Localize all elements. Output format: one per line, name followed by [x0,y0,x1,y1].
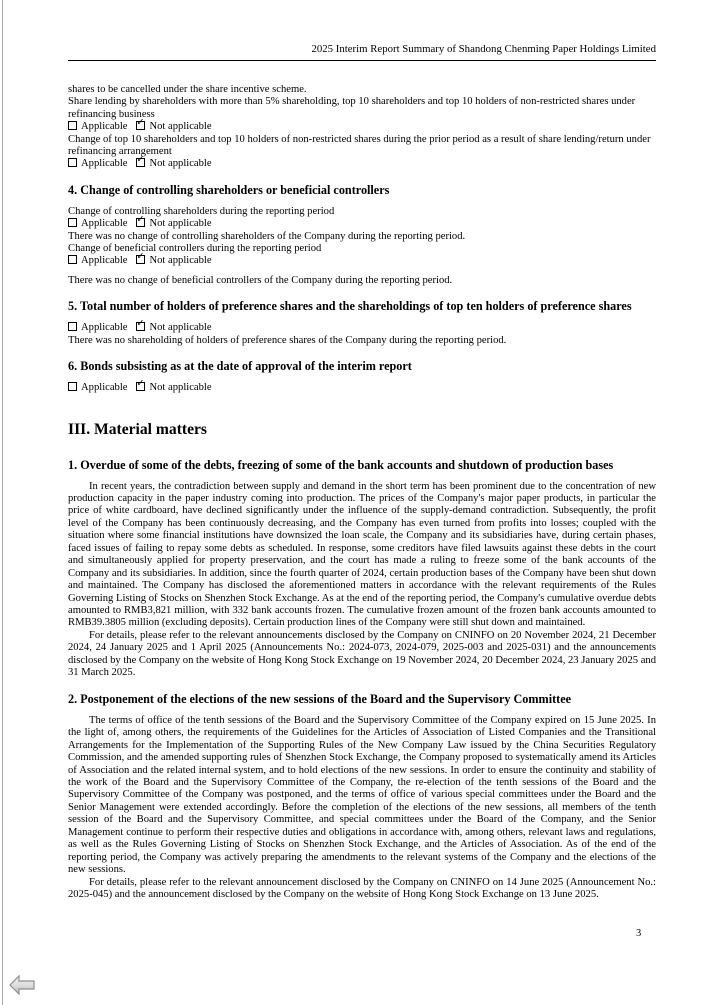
page-header [68,43,656,61]
not-applicable-label: Not applicable [149,121,212,133]
checkbox-checked-icon [136,378,145,391]
checkbox-unchecked-icon [68,218,77,227]
no-change-controlling-line: There was no change of controlling shareholders of the Company during the reporting period. [68,230,466,242]
page-number: 3 [636,928,642,939]
checkbox-checked-icon [136,251,145,264]
material-item2-paragraph2: For details, please refer to the relevant announcement disclosed by the Company on CNINFO on 14 June 2025 (Announcement No.: 2025-045) and the announcement disclosed by the Company on the website of Hong Kong Stock Exchange on 13 June 2025. [68,876,656,901]
checkbox-checked-icon [136,318,145,331]
not-applicable-label: Not applicable [149,322,212,334]
checkbox-unchecked-icon [68,121,77,130]
applicable-label: Applicable [81,255,128,267]
applicable-label: Applicable [81,218,128,230]
checkbox-checked-icon [136,117,145,130]
share-incentive-line: shares to be cancelled under the share incentive scheme. [68,84,307,95]
checkbox-checked-icon [136,154,145,167]
not-applicable-label: Not applicable [149,255,212,267]
beneficial-controllers-line: Change of beneficial controllers during the reporting period [68,243,322,255]
applicability-line [68,117,656,133]
applicable-label: Applicable [81,382,128,394]
checkbox-unchecked-icon [68,382,77,391]
check-icon: ✓ [136,318,145,330]
material-item1-paragraph1: In recent years, the contradiction between supply and demand in the short term has been prominent due to the concentration of new production capacity in the paper industry coming into production. The prices of the Company's major paper products, in particular the price of white cardboard, have declined significantly under the influence of the supply-demand contradiction. Subsequently, the profit level of the Company has been continuously decreasing, and the Company has even turned from profits into losses; coupled with the situation where some financial institutions have downsized the loan scale, the Company and its subsidiaries have, during certain phases, faced issues of failing to repay some debts as scheduled. In response, some creditors have filed lawsuits against these debts in the court and simultaneously applied for property preservation, and the court has made a ruling to freeze some of the bank accounts of the Company and its subsidiaries. In addition, since the fourth quarter of 2024, certain production bases of the Company have been shut down and maintained. The Company has disclosed the aforementioned matters in accordance with the relevant requirements of the Rules Governing Listing of Stocks on Shenzhen Stock Exchange. As at the end of the reporting period, the Company's cumulative overdue debts amounted to RMB3,821 million, with 332 bank accounts frozen. The cumulative frozen amount of the frozen bank accounts amounted to RMB39.3805 million (excluding deposits). Certain production lines of the Company were still shut down and maintained. [68,480,656,629]
applicability-line [68,214,656,230]
back-arrow-icon[interactable] [8,972,36,998]
not-applicable-label: Not applicable [149,218,212,230]
check-icon: ✓ [136,117,145,129]
check-icon: ✓ [136,378,145,390]
material-item1-paragraph2: For details, please refer to the relevant announcements disclosed by the Company on CNINFO on 20 November 2024, 21 December 2024, 24 January 2025 and 1 April 2025 (Announcements No.: 2024-073, 2024-079, 2025-003 and 2025-031) and the announcements disclosed by the Company on the website of Hong Kong Stock Exchange on 19 November 2024, 20 December 2024, 23 January 2025 and 31 March 2025. [68,629,656,679]
applicability-line [68,378,656,394]
material-item1-heading: 1. Overdue of some of the debts, freezing of some of the bank accounts and shutdown of production bases [68,457,614,472]
checkbox-unchecked-icon [68,255,77,264]
section5-heading: 5. Total number of holders of preference shares and the shareholdings of top ten holders of preference shares [68,299,632,314]
document-content [68,84,656,902]
check-icon: ✓ [136,154,145,166]
top10-change-line: Change of top 10 shareholders and top 10 holders of non-restricted shares during the prior period as a result of share lending/return under refinancing arrangement [68,133,651,158]
not-applicable-label: Not applicable [149,382,212,394]
check-icon: ✓ [136,214,145,226]
checkbox-unchecked-icon [68,158,77,167]
material-item2-heading: 2. Postponement of the elections of the new sessions of the Board and the Supervisory Committee [68,691,572,706]
section4-heading: 4. Change of controlling shareholders or beneficial controllers [68,182,390,197]
material-item2-paragraph1: The terms of office of the tenth sessions of the Board and the Supervisory Committee of the Company expired on 15 June 2025. In the light of, among others, the requirements of the Guidelines for the Articles of Association of Listed Companies and the Transitional Arrangements for the Implementation of the Supporting Rules of the New Company Law issued by the China Securities Regulatory Commission, and the amended supporting rules of Shenzhen Stock Exchange, the Company proposed to systematically amend its Articles of Association and the related internal system, and to hold elections of the new sessions. In order to ensure the continuity and stability of the work of the Board and the Supervisory Committee of the Company, the re-election of the tenth sessions of the Board and the Supervisory Committee of the Company was postponed, and the terms of office of various special committees under the Board and the Senior Management were extended accordingly. Before the completion of the elections of the new sessions, all members of the tenth session of the Board and the Supervisory Committee, and special committees under the Board of the Company, and the Senior Management continue to perform their respective duties and obligations in accordance with, among others, relevant laws and regulations, as well as the Rules Governing Listing of Stocks on Shenzhen Stock Exchange, and the Articles of Association. As of the end of the reporting period, the Company was actively preparing the amendments to the relevant systems of the Company and the elections of the new sessions. [68,714,656,876]
applicable-label: Applicable [81,158,128,170]
no-preference-shareholding-line: There was no shareholding of holders of preference shares of the Company during the reporting period. [68,334,507,346]
no-change-beneficial-line: There was no change of beneficial controllers of the Company during the reporting period. [68,274,453,286]
page-header-title: 2025 Interim Report Summary of Shandong Chenming Paper Holdings Limited [311,43,656,55]
material-matters-heading: III. Material matters [68,420,207,438]
check-icon: ✓ [136,251,145,263]
applicability-line [68,318,656,334]
applicable-label: Applicable [81,322,128,334]
checkbox-unchecked-icon [68,322,77,331]
applicable-label: Applicable [81,121,128,133]
controlling-shareholders-line: Change of controlling shareholders during the reporting period [68,205,335,217]
not-applicable-label: Not applicable [149,158,212,170]
applicability-line [68,251,656,267]
section6-heading: 6. Bonds subsisting as at the date of approval of the interim report [68,359,412,374]
checkbox-checked-icon [136,214,145,227]
applicability-line [68,154,656,170]
share-lending-line: Share lending by shareholders with more than 5% shareholding, top 10 shareholders and top 10 holders of non-restricted shares under refinancing business [68,96,636,120]
page-edge-divider [2,0,3,1005]
